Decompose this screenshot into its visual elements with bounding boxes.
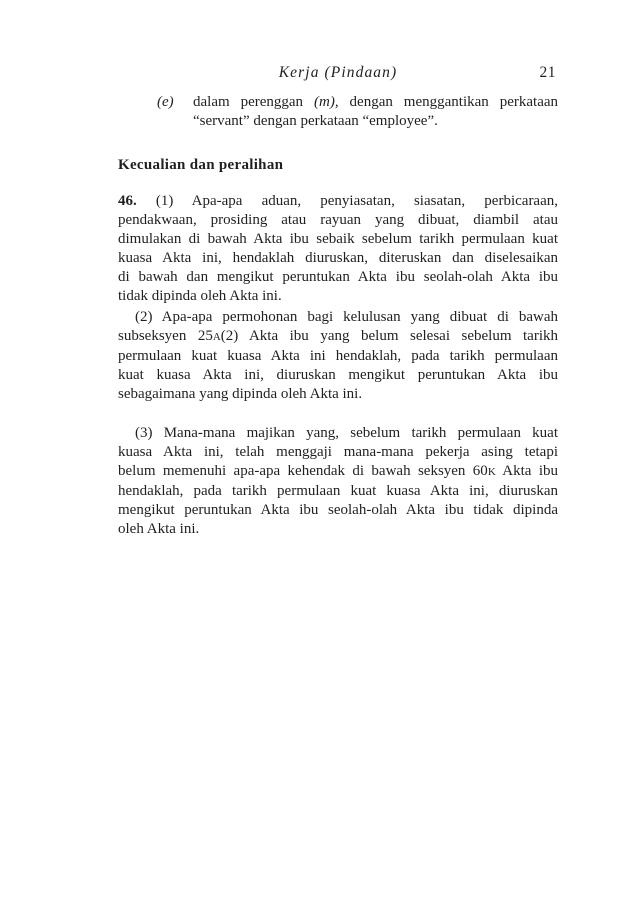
- text-line: kuat kuasa Akta ini, diuruskan mengikut peruntukan Akta ibu: [118, 367, 558, 383]
- text-line: tidak dipinda oleh Akta ini.: [118, 288, 282, 304]
- running-title: Kerja (Pindaan): [278, 64, 398, 81]
- text-line: subseksyen 25A(2) Akta ibu yang belum selesai sebelum tarikh: [118, 328, 558, 344]
- text-line: pendakwaan, prosiding atau rayuan yang dibuat, diambil atau: [118, 212, 558, 228]
- text-line: di bawah dan mengikut peruntukan Akta ibu seolah-olah Akta ibu: [118, 269, 558, 285]
- amendment-item-e: [118, 93, 558, 131]
- page-number: 21: [539, 64, 556, 81]
- subsection-3-paragraph: [118, 424, 558, 539]
- item-body: [193, 93, 558, 131]
- text-line: permulaan kuat kuasa Akta ini hendaklah, pada tarikh permulaan: [118, 348, 558, 364]
- text-line: (3) Mana-mana majikan yang, sebelum tarikh permulaan kuat: [135, 425, 558, 441]
- text-line: mengikut peruntukan Akta ibu seolah-olah Akta ibu tidak dipinda: [118, 502, 558, 518]
- text-line: kuasa Akta ini, telah menggaji mana-mana pekerja asing tetapi: [118, 444, 558, 460]
- text-line: oleh Akta ini.: [118, 521, 200, 537]
- item-marker: (e): [157, 94, 174, 110]
- section-number: 46.: [118, 193, 137, 209]
- text-line: kuasa Akta ini, hendaklah diuruskan, diteruskan dan diselesaikan: [118, 250, 558, 266]
- item-line-2: “servant” dengan perkataan “employee”.: [193, 113, 438, 129]
- subsection-2-paragraph: [118, 308, 558, 404]
- text-line: 46. (1) Apa-apa aduan, penyiasatan, siasatan, perbicaraan,: [118, 193, 558, 209]
- paragraph-reference: (m),: [314, 94, 339, 110]
- text-line: hendaklah, pada tarikh permulaan kuat kuasa Akta ini, diuruskan: [118, 483, 558, 499]
- text-line: dimulakan di bawah Akta ibu sebaik sebelum tarikh permulaan kuat: [118, 231, 558, 247]
- running-head: [118, 62, 558, 84]
- text-line: (2) Apa-apa permohonan bagi kelulusan yang dibuat di bawah: [135, 309, 558, 325]
- text-line: belum memenuhi apa-apa kehendak di bawah seksyen 60K Akta ibu: [118, 463, 559, 479]
- item-line-1: dalam perenggan (m), dengan menggantikan perkataan: [193, 94, 559, 110]
- text-line: sebagaimana yang dipinda oleh Akta ini.: [118, 386, 363, 402]
- section-heading: Kecualian dan peralihan: [118, 157, 284, 173]
- section-46-paragraph: [118, 192, 558, 306]
